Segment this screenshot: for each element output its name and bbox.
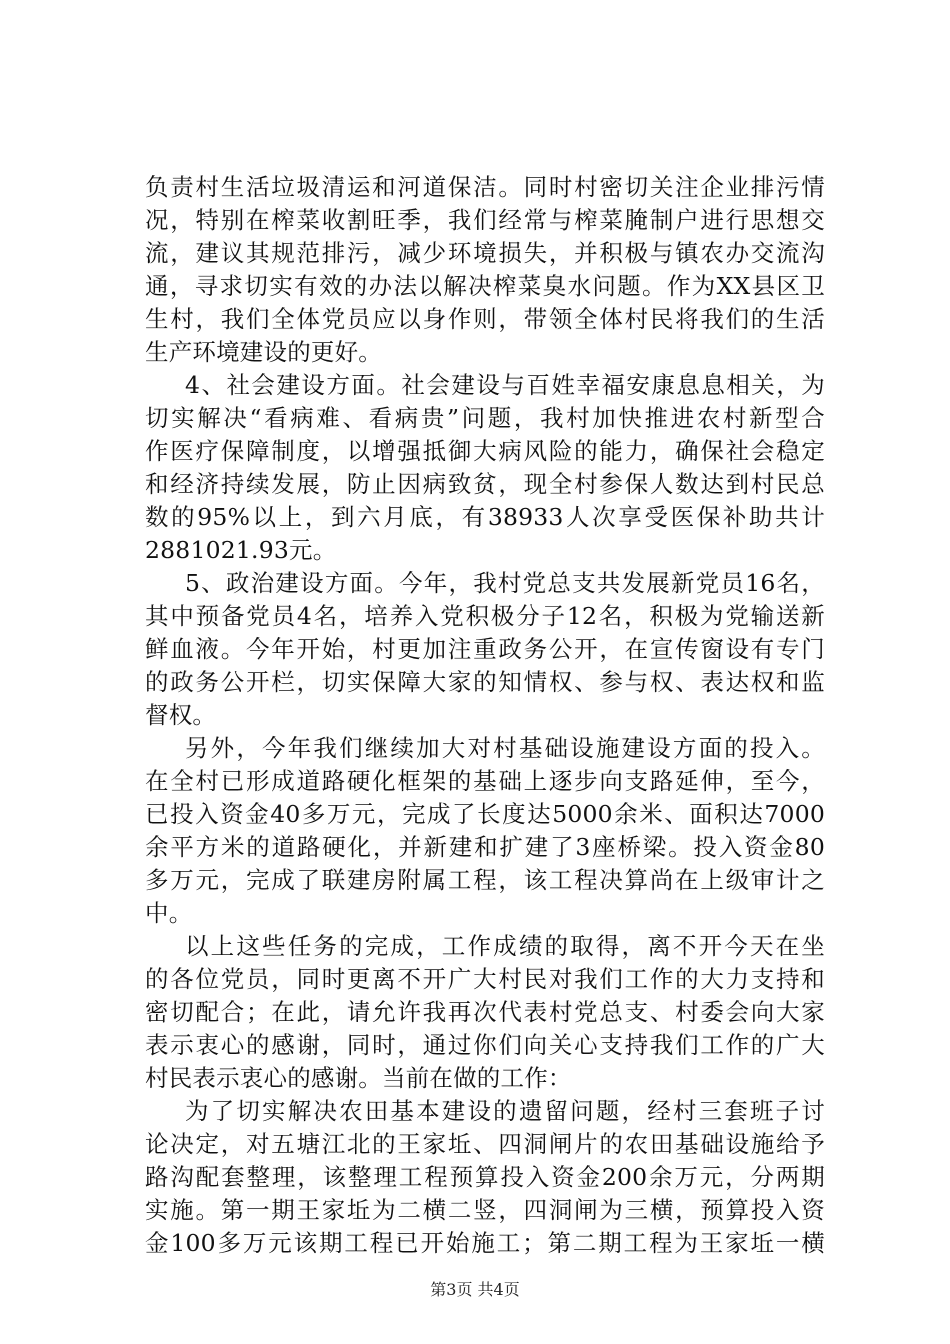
text-line: 数的95%以上，到六月底，有38933人次享受医保补助共计	[145, 503, 825, 531]
text-line: 流，建议其规范排污，减少环境损失，并积极与镇农办交流沟	[145, 239, 825, 267]
text-line: 密切配合；在此，请允许我再次代表村党总支、村委会向大家	[145, 998, 825, 1026]
text-line: 在全村已形成道路硬化框架的基础上逐步向支路延伸，至今，	[145, 767, 825, 795]
text-line: 生村，我们全体党员应以身作则，带领全体村民将我们的生活	[145, 305, 825, 333]
text-line: 督权。	[145, 701, 217, 729]
text-line: 作医疗保障制度，以增强抵御大病风险的能力，确保社会稳定	[145, 437, 825, 465]
text-line: 多万元，完成了联建房附属工程，该工程决算尚在上级审计之	[145, 866, 825, 894]
text-line: 以上这些任务的完成，工作成绩的取得，离不开今天在坐	[185, 932, 825, 960]
text-line: 另外，今年我们继续加大对村基础设施建设方面的投入。	[185, 734, 825, 762]
text-line: 村民表示衷心的感谢。当前在做的工作：	[145, 1064, 572, 1092]
text-line: 和经济持续发展，防止因病致贫，现全村参保人数达到村民总	[145, 470, 825, 498]
text-line: 鲜血液。今年开始，村更加注重政务公开，在宣传窗设有专门	[145, 635, 825, 663]
text-line: 论决定，对五塘江北的王家坵、四洞闸片的农田基础设施给予	[145, 1130, 825, 1158]
text-line: 生产环境建设的更好。	[145, 338, 382, 366]
text-line: 为了切实解决农田基本建设的遗留问题，经村三套班子讨	[185, 1097, 825, 1125]
text-line: 路沟配套整理，该整理工程预算投入资金200余万元，分两期	[145, 1163, 825, 1191]
text-line: 负责村生活垃圾清运和河道保洁。同时村密切关注企业排污情	[145, 173, 825, 201]
text-line: 2881021.93元。	[145, 536, 337, 564]
text-line: 金100多万元该期工程已开始施工；第二期工程为王家坵一横	[145, 1229, 825, 1257]
text-line: 其中预备党员4名，培养入党积极分子12名，积极为党输送新	[145, 602, 825, 630]
text-line: 5、政治建设方面。今年，我村党总支共发展新党员16名，	[185, 569, 825, 597]
page-footer: 第3页 共4页	[430, 1280, 520, 1299]
text-line: 已投入资金40多万元，完成了长度达5000余米、面积达7000	[145, 800, 825, 828]
text-line: 4、社会建设方面。社会建设与百姓幸福安康息息相关，为	[185, 371, 825, 399]
text-line: 的各位党员，同时更离不开广大村民对我们工作的大力支持和	[145, 965, 825, 993]
text-line: 通，寻求切实有效的办法以解决榨菜臭水问题。作为XX县区卫	[145, 272, 825, 300]
text-line: 表示衷心的感谢，同时，通过你们向关心支持我们工作的广大	[145, 1031, 825, 1059]
body-text	[145, 171, 825, 1260]
text-line: 的政务公开栏，切实保障大家的知情权、参与权、表达权和监	[145, 668, 825, 696]
text-line: 余平方米的道路硬化，并新建和扩建了3座桥梁。投入资金80	[145, 833, 825, 861]
text-line: 切实解决“看病难、看病贵”问题，我村加快推进农村新型合	[145, 404, 825, 432]
text-line: 况，特别在榨菜收割旺季，我们经常与榨菜腌制户进行思想交	[145, 206, 825, 234]
text-line: 中。	[145, 899, 193, 927]
text-line: 实施。第一期王家坵为二横二竖，四洞闸为三横，预算投入资	[145, 1196, 825, 1224]
